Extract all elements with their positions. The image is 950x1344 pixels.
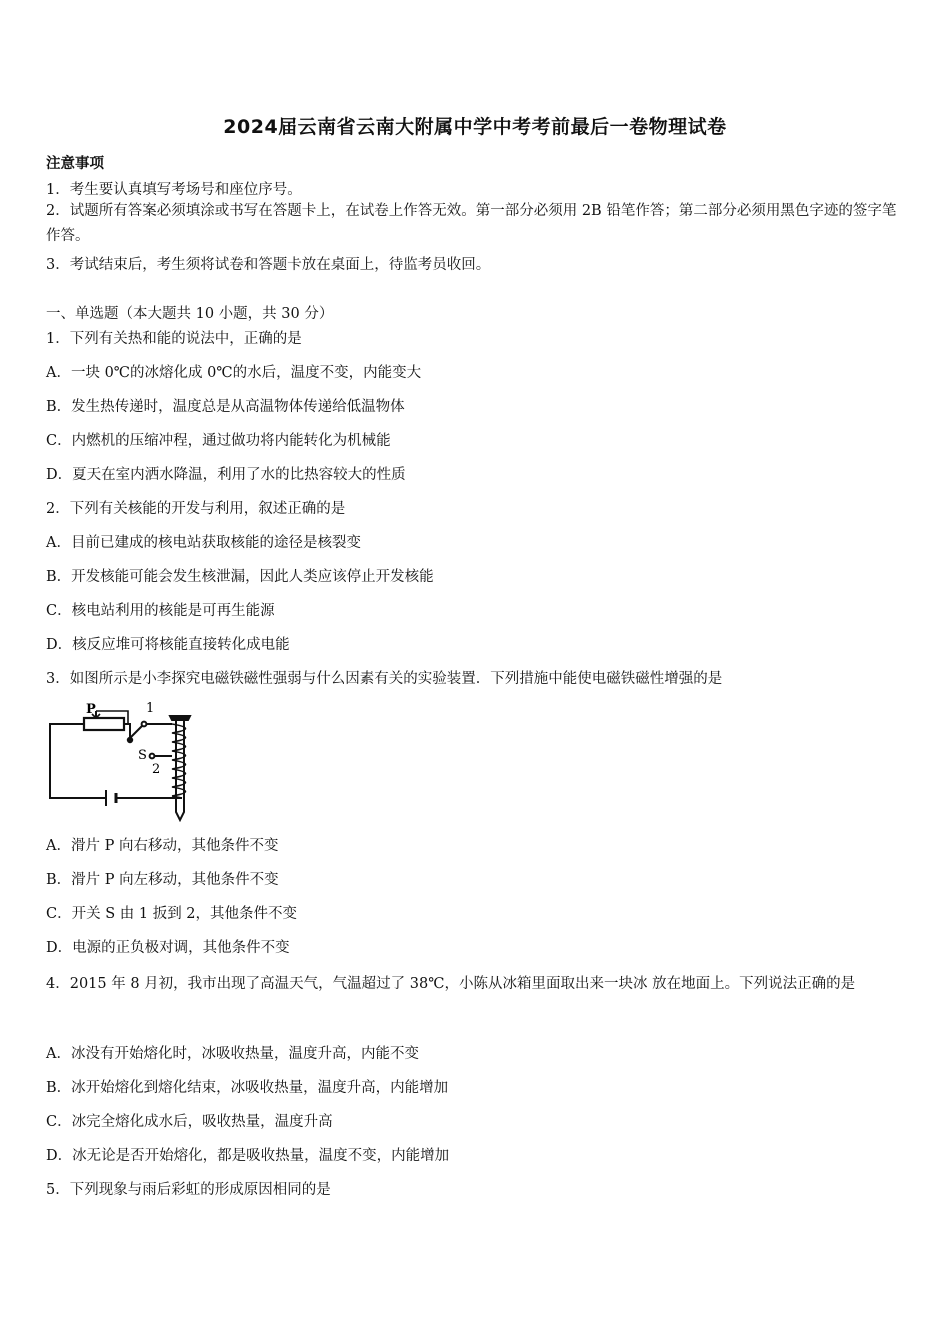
question-2-option-d: D．核反应堆可将核能直接转化成电能 — [46, 637, 290, 653]
question-4-stem: 4．2015 年 8 月初，我市出现了高温天气，气温超过了 38℃，小陈从冰箱里面取出来一块冰 放在地面上。下列说法正确的是 — [46, 976, 856, 992]
question-1-option-a: A．一块 0℃的冰熔化成 0℃的水后，温度不变，内能变大 — [46, 365, 422, 381]
question-4-option-c: C．冰完全熔化成水后，吸收热量，温度升高 — [46, 1114, 333, 1130]
notice-item-1: 1．考生要认真填写考场号和座位序号。 — [46, 182, 302, 198]
question-2-stem: 2．下列有关核能的开发与利用，叙述正确的是 — [46, 501, 346, 517]
switch-pivot — [128, 738, 132, 742]
question-4-option-d: D．冰无论是否开始熔化，都是吸收热量，温度不变，内能增加 — [46, 1148, 450, 1164]
question-1-stem: 1．下列有关热和能的说法中，正确的是 — [46, 331, 302, 347]
rheostat — [84, 718, 124, 730]
question-1-option-d: D．夏天在室内洒水降温，利用了水的比热容较大的性质 — [46, 467, 406, 483]
question-2-option-a: A．目前已建成的核电站获取核能的途径是核裂变 — [46, 535, 361, 551]
section-heading: 一、单选题（本大题共 10 小题，共 30 分） — [46, 306, 334, 322]
question-3-stem: 3．如图所示是小李探究电磁铁磁性强弱与什么因素有关的实验装置．下列措施中能使电磁铁磁性增强的是 — [46, 671, 723, 687]
question-3-option-c: C．开关 S 由 1 扳到 2，其他条件不变 — [46, 906, 298, 922]
question-3-option-d: D．电源的正负极对调，其他条件不变 — [46, 940, 290, 956]
question-2-option-b: B．开发核能可能会发生核泄漏，因此人类应该停止开发核能 — [46, 569, 434, 585]
question-2-option-c: C．核电站利用的核能是可再生能源 — [46, 603, 275, 619]
circuit-wire-left — [50, 724, 106, 798]
switch-s-blade — [130, 726, 142, 738]
electromagnet-circuit-figure — [44, 700, 204, 822]
exam-title: 2024届云南省云南大附属中学中考考前最后一卷物理试卷 — [223, 116, 727, 138]
contact-1 — [142, 722, 147, 727]
contact-2 — [150, 754, 155, 759]
notice-heading: 注意事项 — [46, 155, 104, 172]
notice-item-2: 2．试题所有答案必须填涂或书写在答题卡上，在试卷上作答无效。第一部分必须用 2B 铅笔作答；第二部分必须用黑色字迹的签字笔作答。 — [46, 203, 897, 244]
question-3-option-a: A．滑片 P 向右移动，其他条件不变 — [46, 838, 279, 854]
label-p: P — [86, 702, 96, 717]
question-4-option-b: B．冰开始熔化到熔化结束，冰吸收热量，温度升高，内能增加 — [46, 1080, 449, 1096]
question-3-option-b: B．滑片 P 向左移动，其他条件不变 — [46, 872, 279, 888]
notice-item-3: 3．考试结束后，考生须将试卷和答题卡放在桌面上，待监考员收回。 — [46, 257, 491, 273]
label-1: 1 — [146, 701, 155, 716]
nail-head — [170, 716, 190, 720]
question-4-option-a: A．冰没有开始熔化时，冰吸收热量，温度升高，内能不变 — [46, 1046, 419, 1062]
label-s: S — [138, 748, 147, 763]
label-2: 2 — [152, 762, 161, 777]
question-5-stem: 5．下列现象与雨后彩虹的形成原因相同的是 — [46, 1182, 331, 1198]
question-1-option-b: B．发生热传递时，温度总是从高温物体传递给低温物体 — [46, 399, 405, 415]
question-1-option-c: C．内燃机的压缩冲程，通过做功将内能转化为机械能 — [46, 433, 391, 449]
